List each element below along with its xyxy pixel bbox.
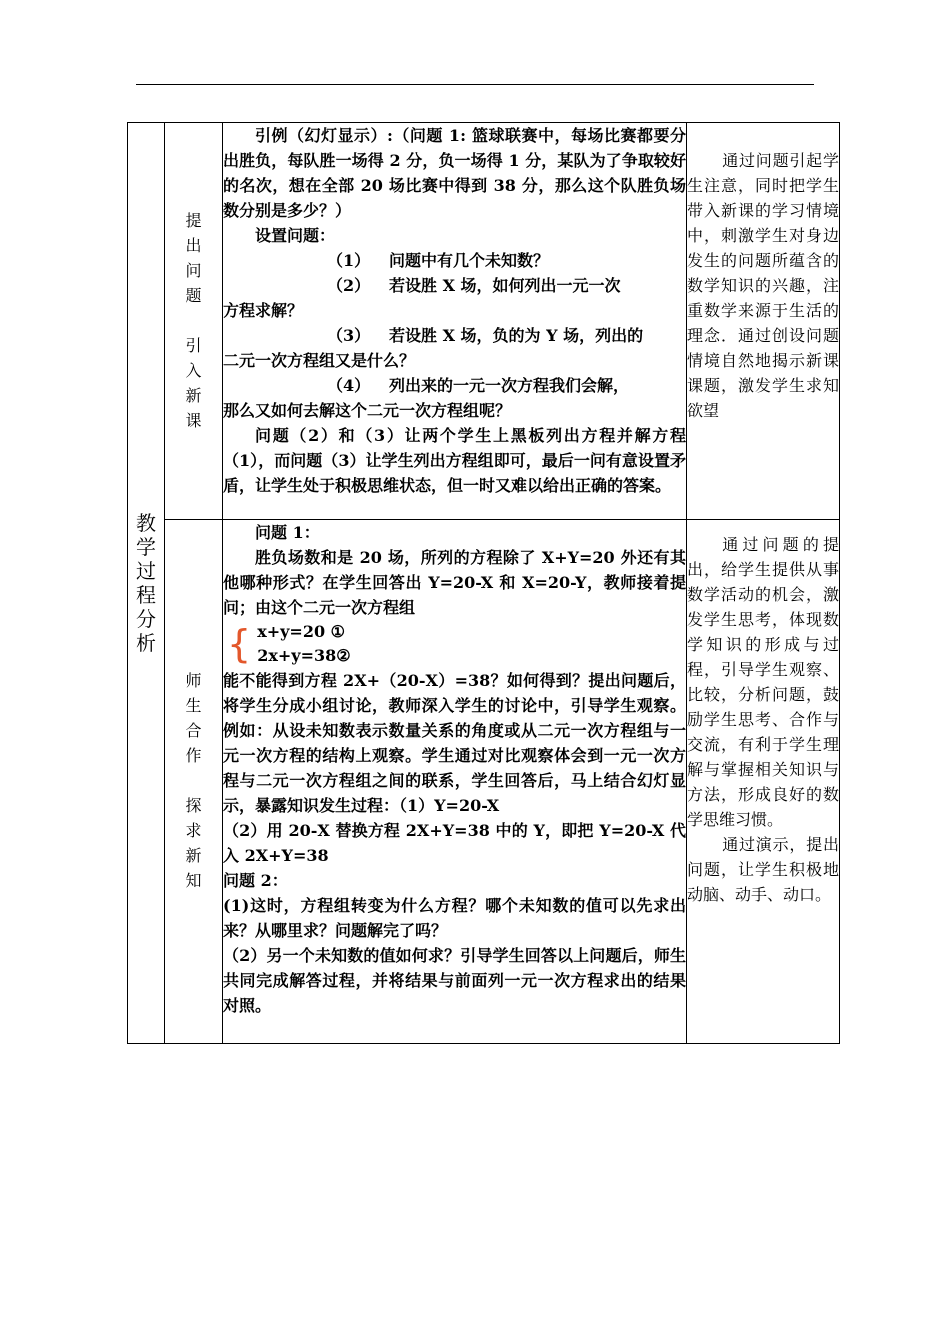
equation-system: [227, 620, 686, 668]
q2-part-1: (1)这时，方程组转变为什么方程？哪个未知数的值可以先求出来？从哪里求？问题解完了吗？: [223, 896, 686, 940]
section-label-1: 提 出 问 题 引 入 新 课: [165, 123, 223, 520]
question-3: （3） 若设胜 X 场，负的为 Y 场，列出的: [327, 326, 644, 345]
question-1: （1） 问题中有几个未知数？: [327, 251, 550, 270]
brace-icon: {: [227, 622, 252, 666]
section-label-2: 师 生 合 作 探 求 新 知: [165, 520, 223, 1044]
closing-text: 问题（2）和（3）让两个学生上黑板列出方程并解方程（1），而问题（3）让学生列出方程组即可，最后一问有意设置矛盾，让学生处于积极思维状态，但一时又难以给出正确的答案。: [223, 426, 686, 495]
q2-title: 问题 2：: [223, 871, 288, 890]
q1-text: 胜负场数和是 20 场，所列的方程除了 X+Y=20 外还有其他哪种形式？在学生回答出 Y=20-X 和 X=20-Y，教师接着提问；由这个二元一次方程组: [223, 548, 686, 617]
question-4: （4） 列出来的一元一次方程我们会解，: [327, 376, 630, 395]
main-label-cell: 教 学 过 程 分 析: [128, 123, 165, 1044]
lesson-table: [127, 122, 840, 1044]
intro-text: 引例（幻灯显示）:（问题 1: 篮球联赛中，每场比赛都要分出胜负，每队胜一场得 2 分，负一场得 1 分，某队为了争取较好的名次，想在全部 20 场比赛中得到 38 分，那么这个队胜负场数分别是多少？）: [223, 126, 686, 220]
question-2: （2） 若设胜 X 场，如何列出一元一次: [327, 276, 621, 295]
step-2-text: （2）用 20-X 替换方程 2X+Y=38 中的 Y，即把 Y=20-X 代入 2X+Y=38: [223, 821, 686, 865]
section-1-content: 引例（幻灯显示）:（问题 1: 篮球联赛中，每场比赛都要分出胜负，每队胜一场得 2 分，负一场得 1 分，某队为了争取较好的名次，想在全部 20 场比赛中得到 38 分，那么这个队胜负场数分别是多少？） 设置问题： （1） 问题中有几个未知数？ （2） 若设胜 X 场，如何列出一元一次 方程求解？ （3） 若设胜 X 场，负的为 Y 场，列出的 二元一次方程组又是什么？ （4） 列出来的一元一次方程我们会解， 那么又如何去解这个二元一次方程组呢？ 问题（2）和（3）让两个学生上黑板列出方程并解方程（1），而问题（3）让学生列出方程组即可，最后一问有意设置矛盾，让学生处于积极思维状态，但一时又难以给出正确的答案。: [223, 123, 687, 520]
equation-1: x+y=20 ①: [257, 622, 346, 641]
section-2-content: [223, 520, 687, 1044]
table-row: [128, 520, 840, 1044]
equation-2: 2x+y=38②: [257, 646, 351, 665]
section-1-notes: 通过问题引起学生注意，同时把学生带入新课的学习情境中，刺激学生对身边发生的问题所蕴含的数学知识的兴趣，注重数学来源于生活的理念．通过创设问题情境自然地揭示新课课题，激发学生求知欲望: [687, 123, 840, 520]
table-row: [128, 123, 840, 520]
q2-part-2: （2）另一个未知数的值如何求？引导学生回答以上问题后，师生共同完成解答过程，并将结果与前面列一元一次方程求出的结果对照。: [223, 946, 686, 1015]
q1-title: 问题 1：: [255, 523, 320, 542]
after-equation-text: 能不能得到方程 2X+（20-X）=38？如何得到？提出问题后，将学生分成小组讨论，教师深入学生的讨论中，引导学生观察。 例如：从设未知数表示数量关系的角度或从二元一次方程组与一元一次方程的结构上观察。学生通过对比观察体会到一元一次方程与二元一次方程组之间的联系，学生回答后，马上结合幻灯显示，暴露知识发生过程：（1）Y=20-X: [223, 671, 686, 815]
setup-heading: 设置问题：: [255, 226, 336, 245]
header-rule: [136, 84, 814, 85]
section-2-notes: 通过问题的提出，给学生提供从事数学活动的机会，激发学生思考，体现数学知识的形成与过程，引导学生观察、比较，分析问题，鼓励学生思考、合作与交流，有利于学生理解与掌握相关知识与方法，形成良好的数学思维习惯。 通过演示，提出问题，让学生积极地动脑、动手、动口。: [687, 520, 840, 1044]
